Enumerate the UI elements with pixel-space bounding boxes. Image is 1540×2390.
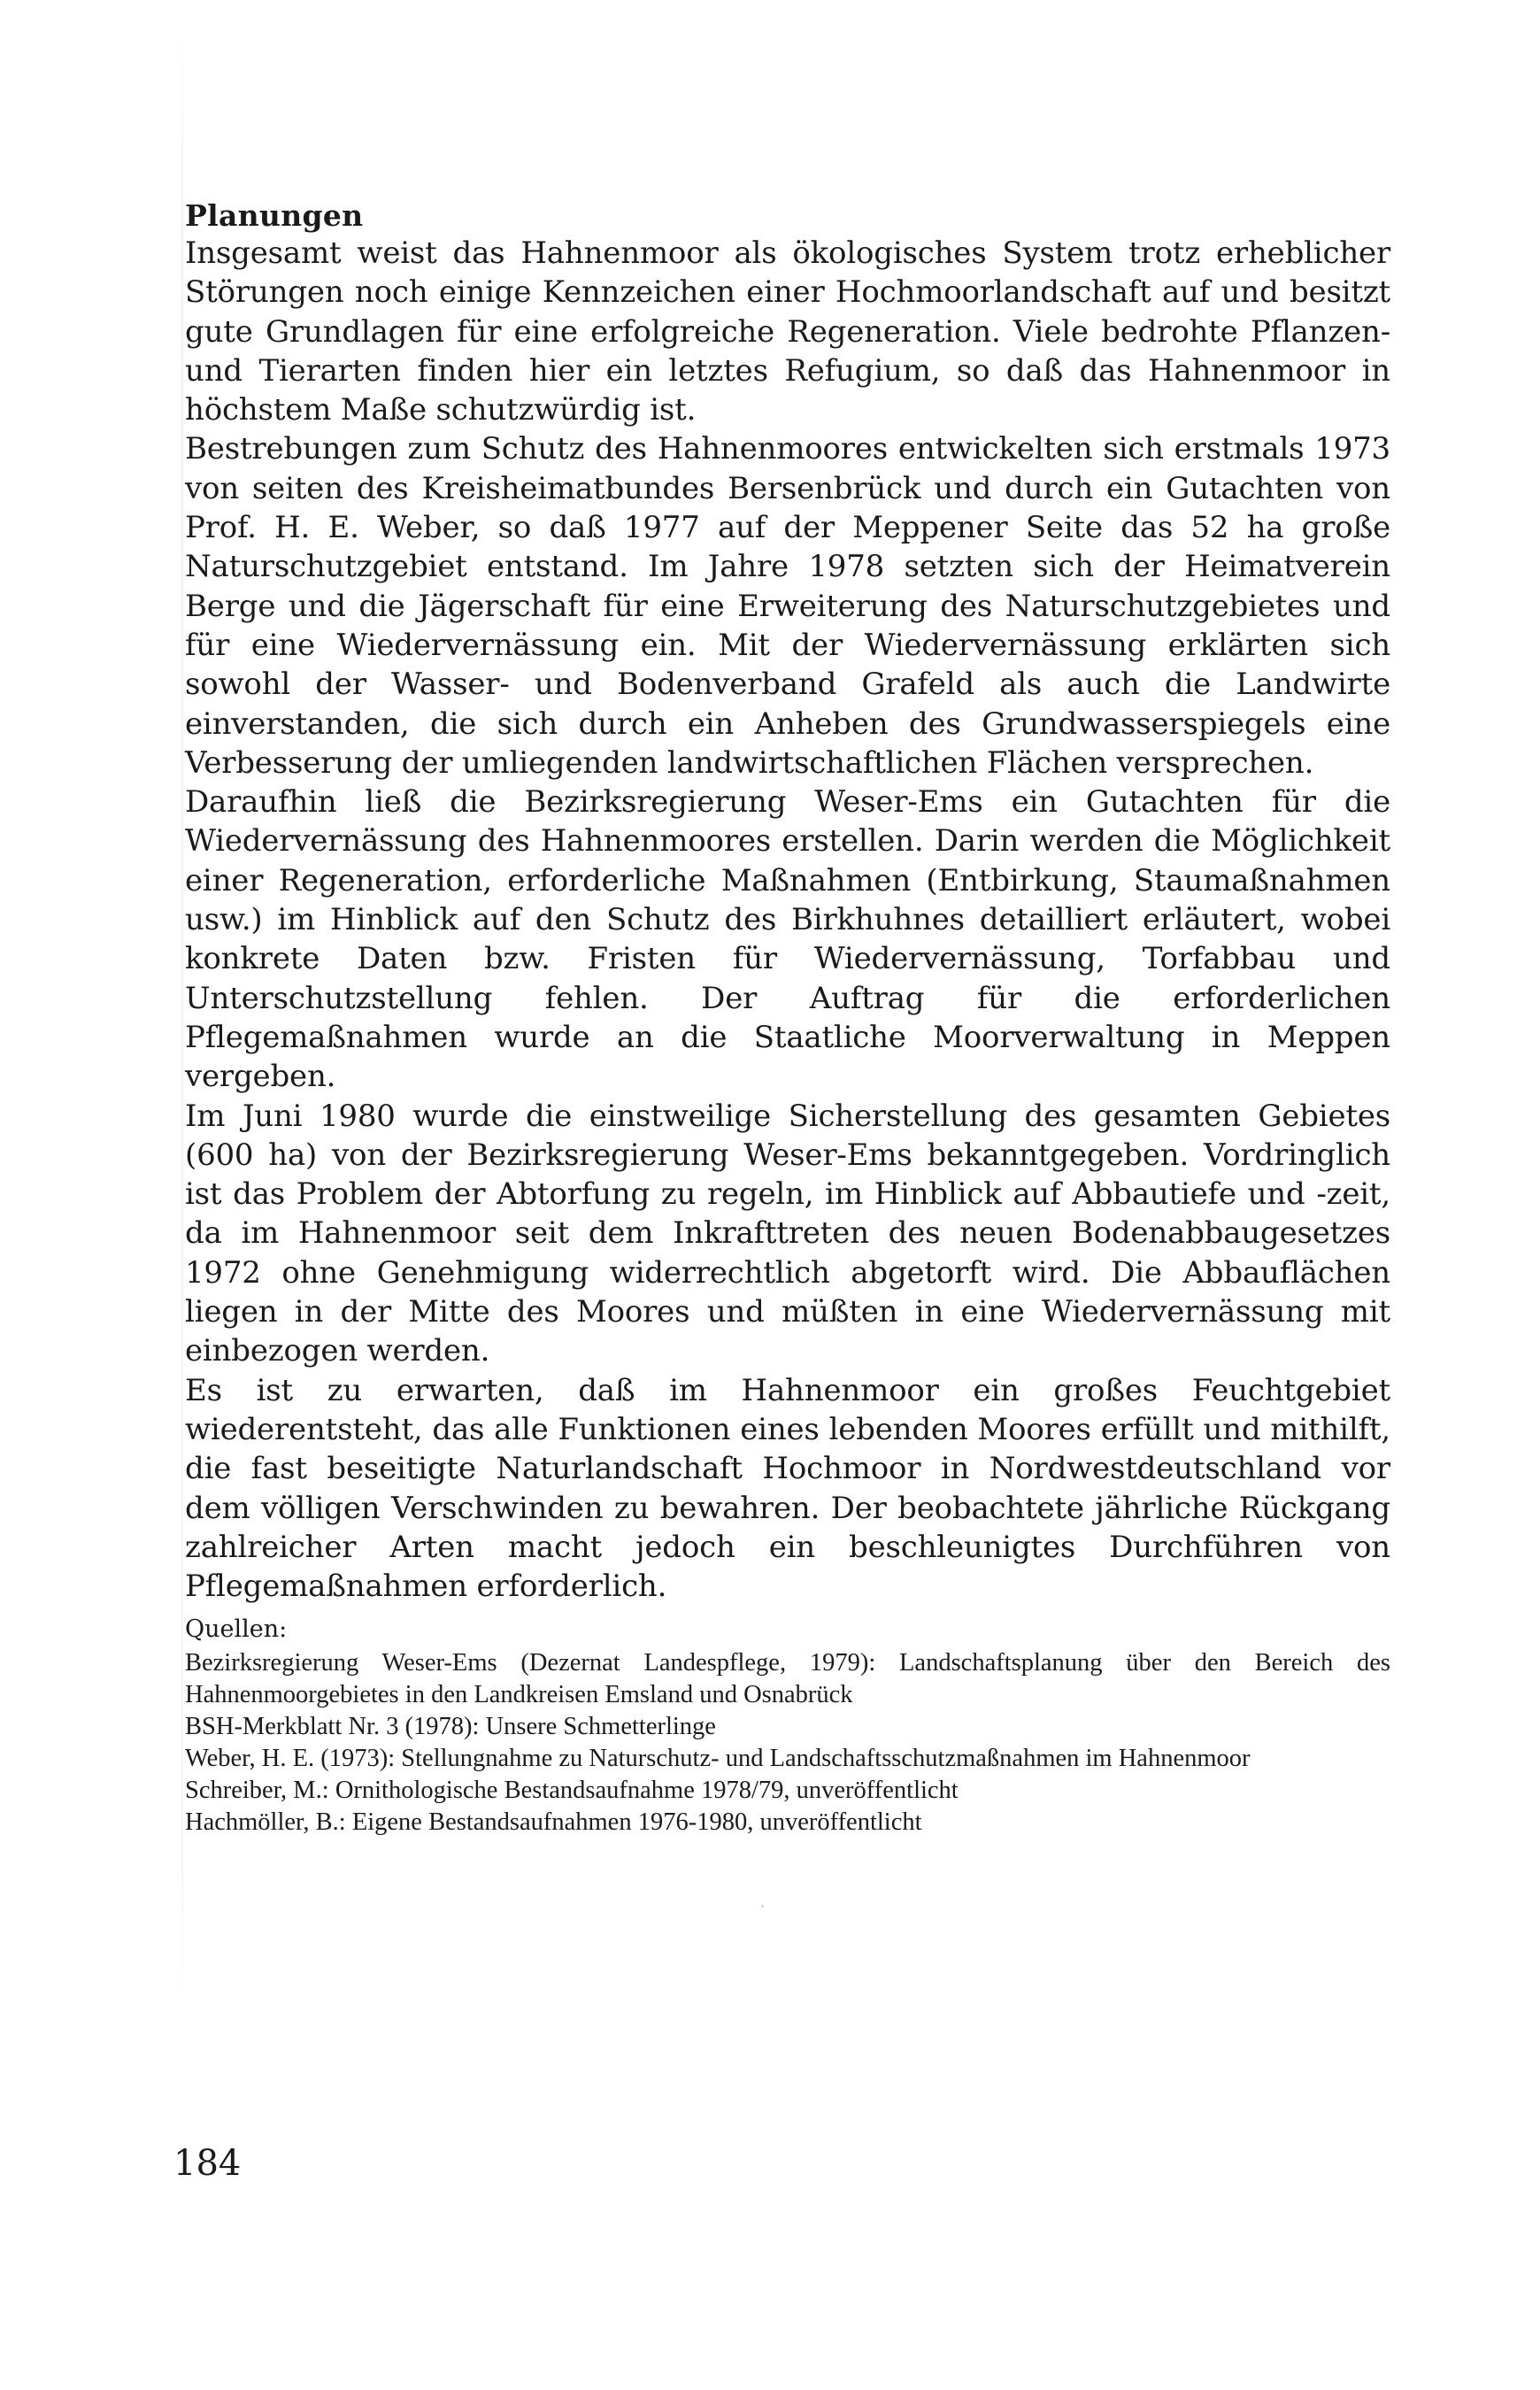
sources-label: Quellen: <box>185 1615 288 1644</box>
paragraph-3: Daraufhin ließ die Bezirksregierung Weser-Ems ein Gutachten für die Wiedervernässung des Hahnenmoores erstellen. Darin werden die Möglichkeit einer Regeneration, erforderliche Maßnahmen (Entbirkung, Staumaßnahmen usw.) im Hinblick auf den Schutz des Birkhuhnes detailliert erläutert, wobei konkrete Daten bzw. Fristen für Wiedervernässung, Torfabbau und Unterschutzstellung fehlen. Der Auftrag für die erforderlichen Pflegemaßnahmen wurde an die Staatliche Moorverwaltung in Meppen vergeben. <box>185 784 1390 1095</box>
sources-list <box>185 1647 1390 1839</box>
document-body <box>185 198 1390 1839</box>
source-entry-2: BSH-Merkblatt Nr. 3 (1978): Unsere Schmetterlinge <box>185 1713 716 1741</box>
source-entry-4: Schreiber, M.: Ornithologische Bestandsaufnahme 1978/79, unveröffentlicht <box>185 1777 959 1805</box>
paragraph-1: Insgesamt weist das Hahnenmoor als ökologisches System trotz erheblicher Störungen noch einige Kennzeichen einer Hochmoorlandschaft auf und besitzt gute Grundlagen für eine erfolgreiche Regeneration. Viele bedrohte Pflanzen- und Tierarten finden hier ein letztes Refugium, so daß das Hahnenmoor in höchstem Maße schutzwürdig ist. <box>185 235 1390 428</box>
scan-shadow-line <box>181 27 183 2009</box>
source-entry-3: Weber, H. E. (1973): Stellungnahme zu Naturschutz- und Landschaftsschutzmaßnahmen im Hahnenmoor <box>185 1745 1251 1773</box>
source-entry-1: Bezirksregierung Weser-Ems (Dezernat Landespflege, 1979): Landschaftsplanung über den Bereich des Hahnenmoorgebietes in den Landkreisen Emsland und Osnabrück <box>185 1649 1390 1709</box>
source-entry-5: Hachmöller, B.: Eigene Bestandsaufnahmen 1976-1980, unveröffentlicht <box>185 1808 922 1837</box>
paragraph-5: Es ist zu erwarten, daß im Hahnenmoor ein großes Feuchtgebiet wiederentsteht, das alle Funktionen eines lebenden Moores erfüllt und mithilft, die fast beseitigte Naturlandschaft Hochmoor in Nordwestdeutschland vor dem völligen Verschwinden zu bewahren. Der beobachtete jährliche Rückgang zahlreicher Arten macht jedoch ein beschleunigtes Durchführen von Pflegemaßnahmen erforderlich. <box>185 1372 1390 1605</box>
page-number: 184 <box>173 2143 242 2184</box>
section-heading: Planungen <box>185 198 364 233</box>
paragraph-4: Im Juni 1980 wurde die einstweilige Sicherstellung des gesamten Gebietes (600 ha) von der Bezirksregierung Weser-Ems bekanntgegeben. Vordringlich ist das Problem der Abtorfung zu regeln, im Hinblick auf Abbautiefe und -zeit, da im Hahnenmoor seit dem Inkrafttreten des neuen Bodenabbaugesetzes 1972 ohne Genehmigung widerrechtlich abgetorft wird. Die Abbauflächen liegen in der Mitte des Moores und müßten in eine Wiedervernässung mit einbezogen werden. <box>185 1098 1390 1369</box>
scan-speck <box>761 1905 764 1908</box>
paragraph-2: Bestrebungen zum Schutz des Hahnenmoores entwickelten sich erstmals 1973 von seiten des Kreisheimatbundes Bersenbrück und durch ein Gutachten von Prof. H. E. Weber, so daß 1977 auf der Meppener Seite das 52 ha große Naturschutzgebiet entstand. Im Jahre 1978 setzten sich der Heimatverein Berge und die Jägerschaft für eine Erweiterung des Naturschutzgebietes und für eine Wiedervernässung ein. Mit der Wiedervernässung erklärten sich sowohl der Wasser- und Bodenverband Grafeld als auch die Landwirte einverstanden, die sich durch ein Anheben des Grundwasserspiegels eine Verbesserung der umliegenden landwirtschaftlichen Flächen versprechen. <box>185 431 1390 781</box>
